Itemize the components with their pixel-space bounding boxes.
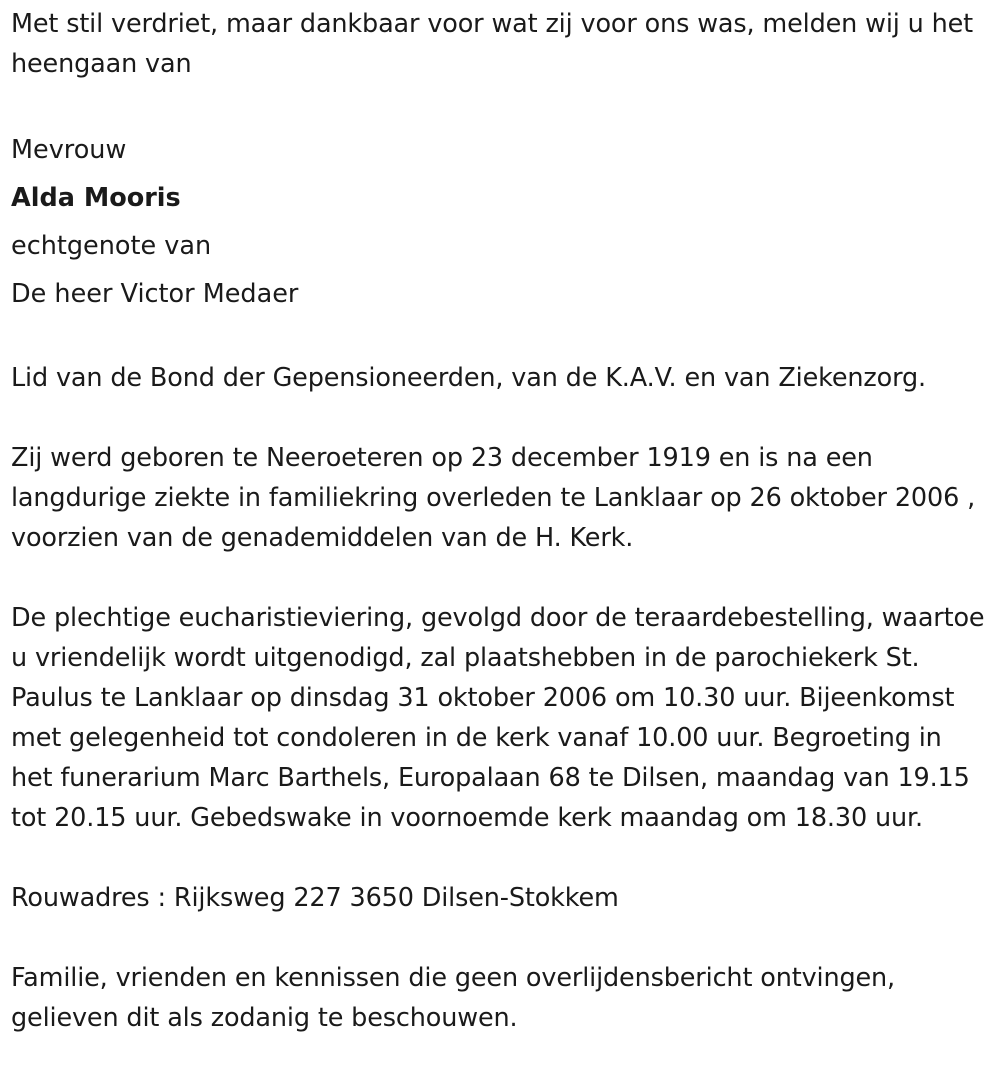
spacer [11, 918, 990, 958]
deceased-block [11, 126, 990, 318]
relation-label: echtgenote van [11, 231, 212, 261]
spacer [11, 558, 990, 598]
ceremony-paragraph: De plechtige eucharistieviering, gevolgd door de teraardebestelling, waartoe u vriendelijk wordt uitgenodigd, zal plaatshebben in de parochiekerk St. Paulus te Lanklaar op dinsdag 31 oktober 2006 om 10.30 uur. Bijeenkomst met gelegenheid tot condoleren in de kerk vanaf 10.00 uur. Begroeting in het funerarium Marc Barthels, Europalaan 68 te Dilsen, maandag van 19.15 tot 20.15 uur. Gebedswake in voornoemde kerk maandag om 18.30 uur. [11, 603, 985, 833]
closing-paragraph: Familie, vrienden en kennissen die geen overlijdensbericht ontvingen, gelieven dit als zodanig te beschouwen. [11, 963, 895, 1033]
birth-death-paragraph: Zij werd geboren te Neeroeteren op 23 december 1919 en is na een langdurige ziekte in familiekring overleden te Lanklaar op 26 oktober 2006 , voorzien van de genademiddelen van de H. Kerk. [11, 443, 976, 553]
spacer [11, 398, 990, 438]
spacer [11, 318, 990, 358]
membership-paragraph: Lid van de Bond der Gepensioneerden, van de K.A.V. en van Ziekenzorg. [11, 363, 926, 393]
honorific: Mevrouw [11, 135, 127, 165]
spacer [11, 84, 990, 124]
deceased-name: Alda Mooris [11, 183, 181, 213]
spouse-name: De heer Victor Medaer [11, 279, 299, 309]
spacer [11, 838, 990, 878]
address-paragraph: Rouwadres : Rijksweg 227 3650 Dilsen-Stokkem [11, 883, 619, 913]
intro-paragraph: Met stil verdriet, maar dankbaar voor wat zij voor ons was, melden wij u het heengaan van [11, 9, 974, 79]
